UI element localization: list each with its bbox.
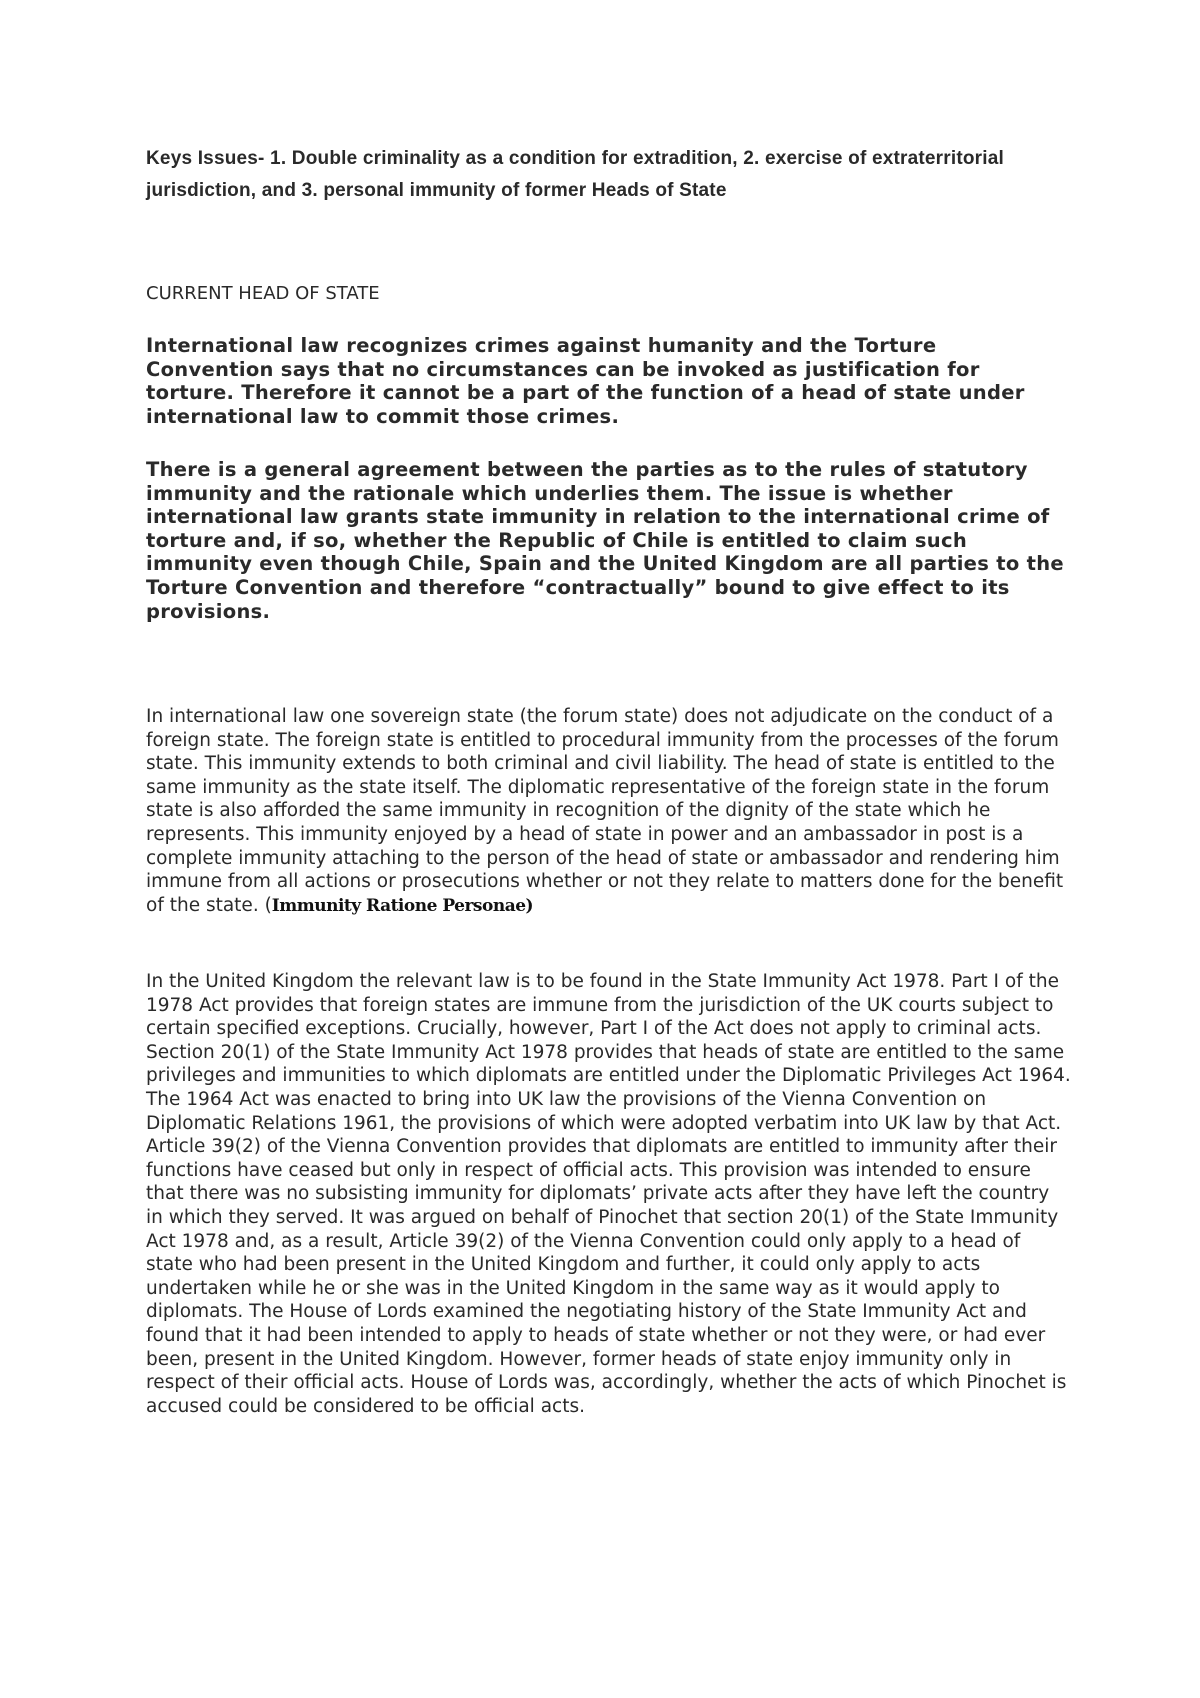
paragraph-state-immunity-issue: There is a general agreement between the parties as to the rules of statutory immunity and the rationale which underlies them. The issue is whether international law grants state immunity in relation to the international crime of torture and, if so, whether the Republic of Chile is entitled to claim such immunity even though Chile, Spain and the United Kingdom are all parties to the Torture Convention and therefore “contractually” bound to give effect to its provisions.	[146, 458, 1064, 623]
section-heading: CURRENT HEAD OF STATE	[146, 283, 380, 304]
key-issues-heading: Keys Issues- 1. Double criminality as a condition for extradition, 2. exercise of extraterritorial jurisdiction, and 3. personal immunity of former Heads of State	[146, 148, 1004, 201]
paragraph-ratione-personae	[146, 705, 1071, 918]
emphasis-term: Immunity Ratione Personae)	[271, 895, 534, 916]
paragraph-text: In international law one sovereign state (the forum state) does not adjudicate on the conduct of a foreign state. The foreign state is entitled to procedural immunity from the processes of the forum state. This immunity extends to both criminal and civil liability. The head of state is entitled to the same immunity as the state itself. The diplomatic representative of the foreign state in the forum state is also afforded the same immunity in recognition of the dignity of the state which he represents. This immunity enjoyed by a head of state in power and an ambassador in post is a complete immunity attaching to the person of the head of state or ambassador and rendering him immune from all actions or prosecutions whether or not they relate to matters done for the benefit of the state. (	[146, 706, 1064, 916]
paragraph-uk-law: In the United Kingdom the relevant law is to be found in the State Immunity Act 1978. Part I of the 1978 Act provides that foreign states are immune from the jurisdiction of the UK courts subject to certain specified exceptions. Crucially, however, Part I of the Act does not apply to criminal acts. Section 20(1) of the State Immunity Act 1978 provides that heads of state are entitled to the same privileges and immunities to which diplomats are entitled under the Diplomatic Privileges Act 1964. The 1964 Act was enacted to bring into UK law the provisions of the Vienna Convention on Diplomatic Relations 1961, the provisions of which were adopted verbatim into UK law by that Act. Article 39(2) of the Vienna Convention provides that diplomats are entitled to immunity after their functions have ceased but only in respect of official acts. This provision was intended to ensure that there was no subsisting immunity for diplomats’ private acts after they have left the country in which they served. It was argued on behalf of Pinochet that section 20(1) of the State Immunity Act 1978 and, as a result, Article 39(2) of the Vienna Convention could only apply to a head of state who had been present in the United Kingdom and further, it could only apply to acts undertaken while he or she was in the United Kingdom in the same way as it would apply to diplomats. The House of Lords examined the negotiating history of the State Immunity Act and found that it had been intended to apply to heads of state whether or not they were, or had ever been, present in the United Kingdom. However, former heads of state enjoy immunity only in respect of their official acts. House of Lords was, accordingly, whether the acts of which Pinochet is accused could be considered to be official acts.	[146, 971, 1071, 1417]
paragraph-torture-convention: International law recognizes crimes against humanity and the Torture Convention says that no circumstances can be invoked as justification for torture. Therefore it cannot be a part of the function of a head of state under international law to commit those crimes.	[146, 334, 1025, 428]
